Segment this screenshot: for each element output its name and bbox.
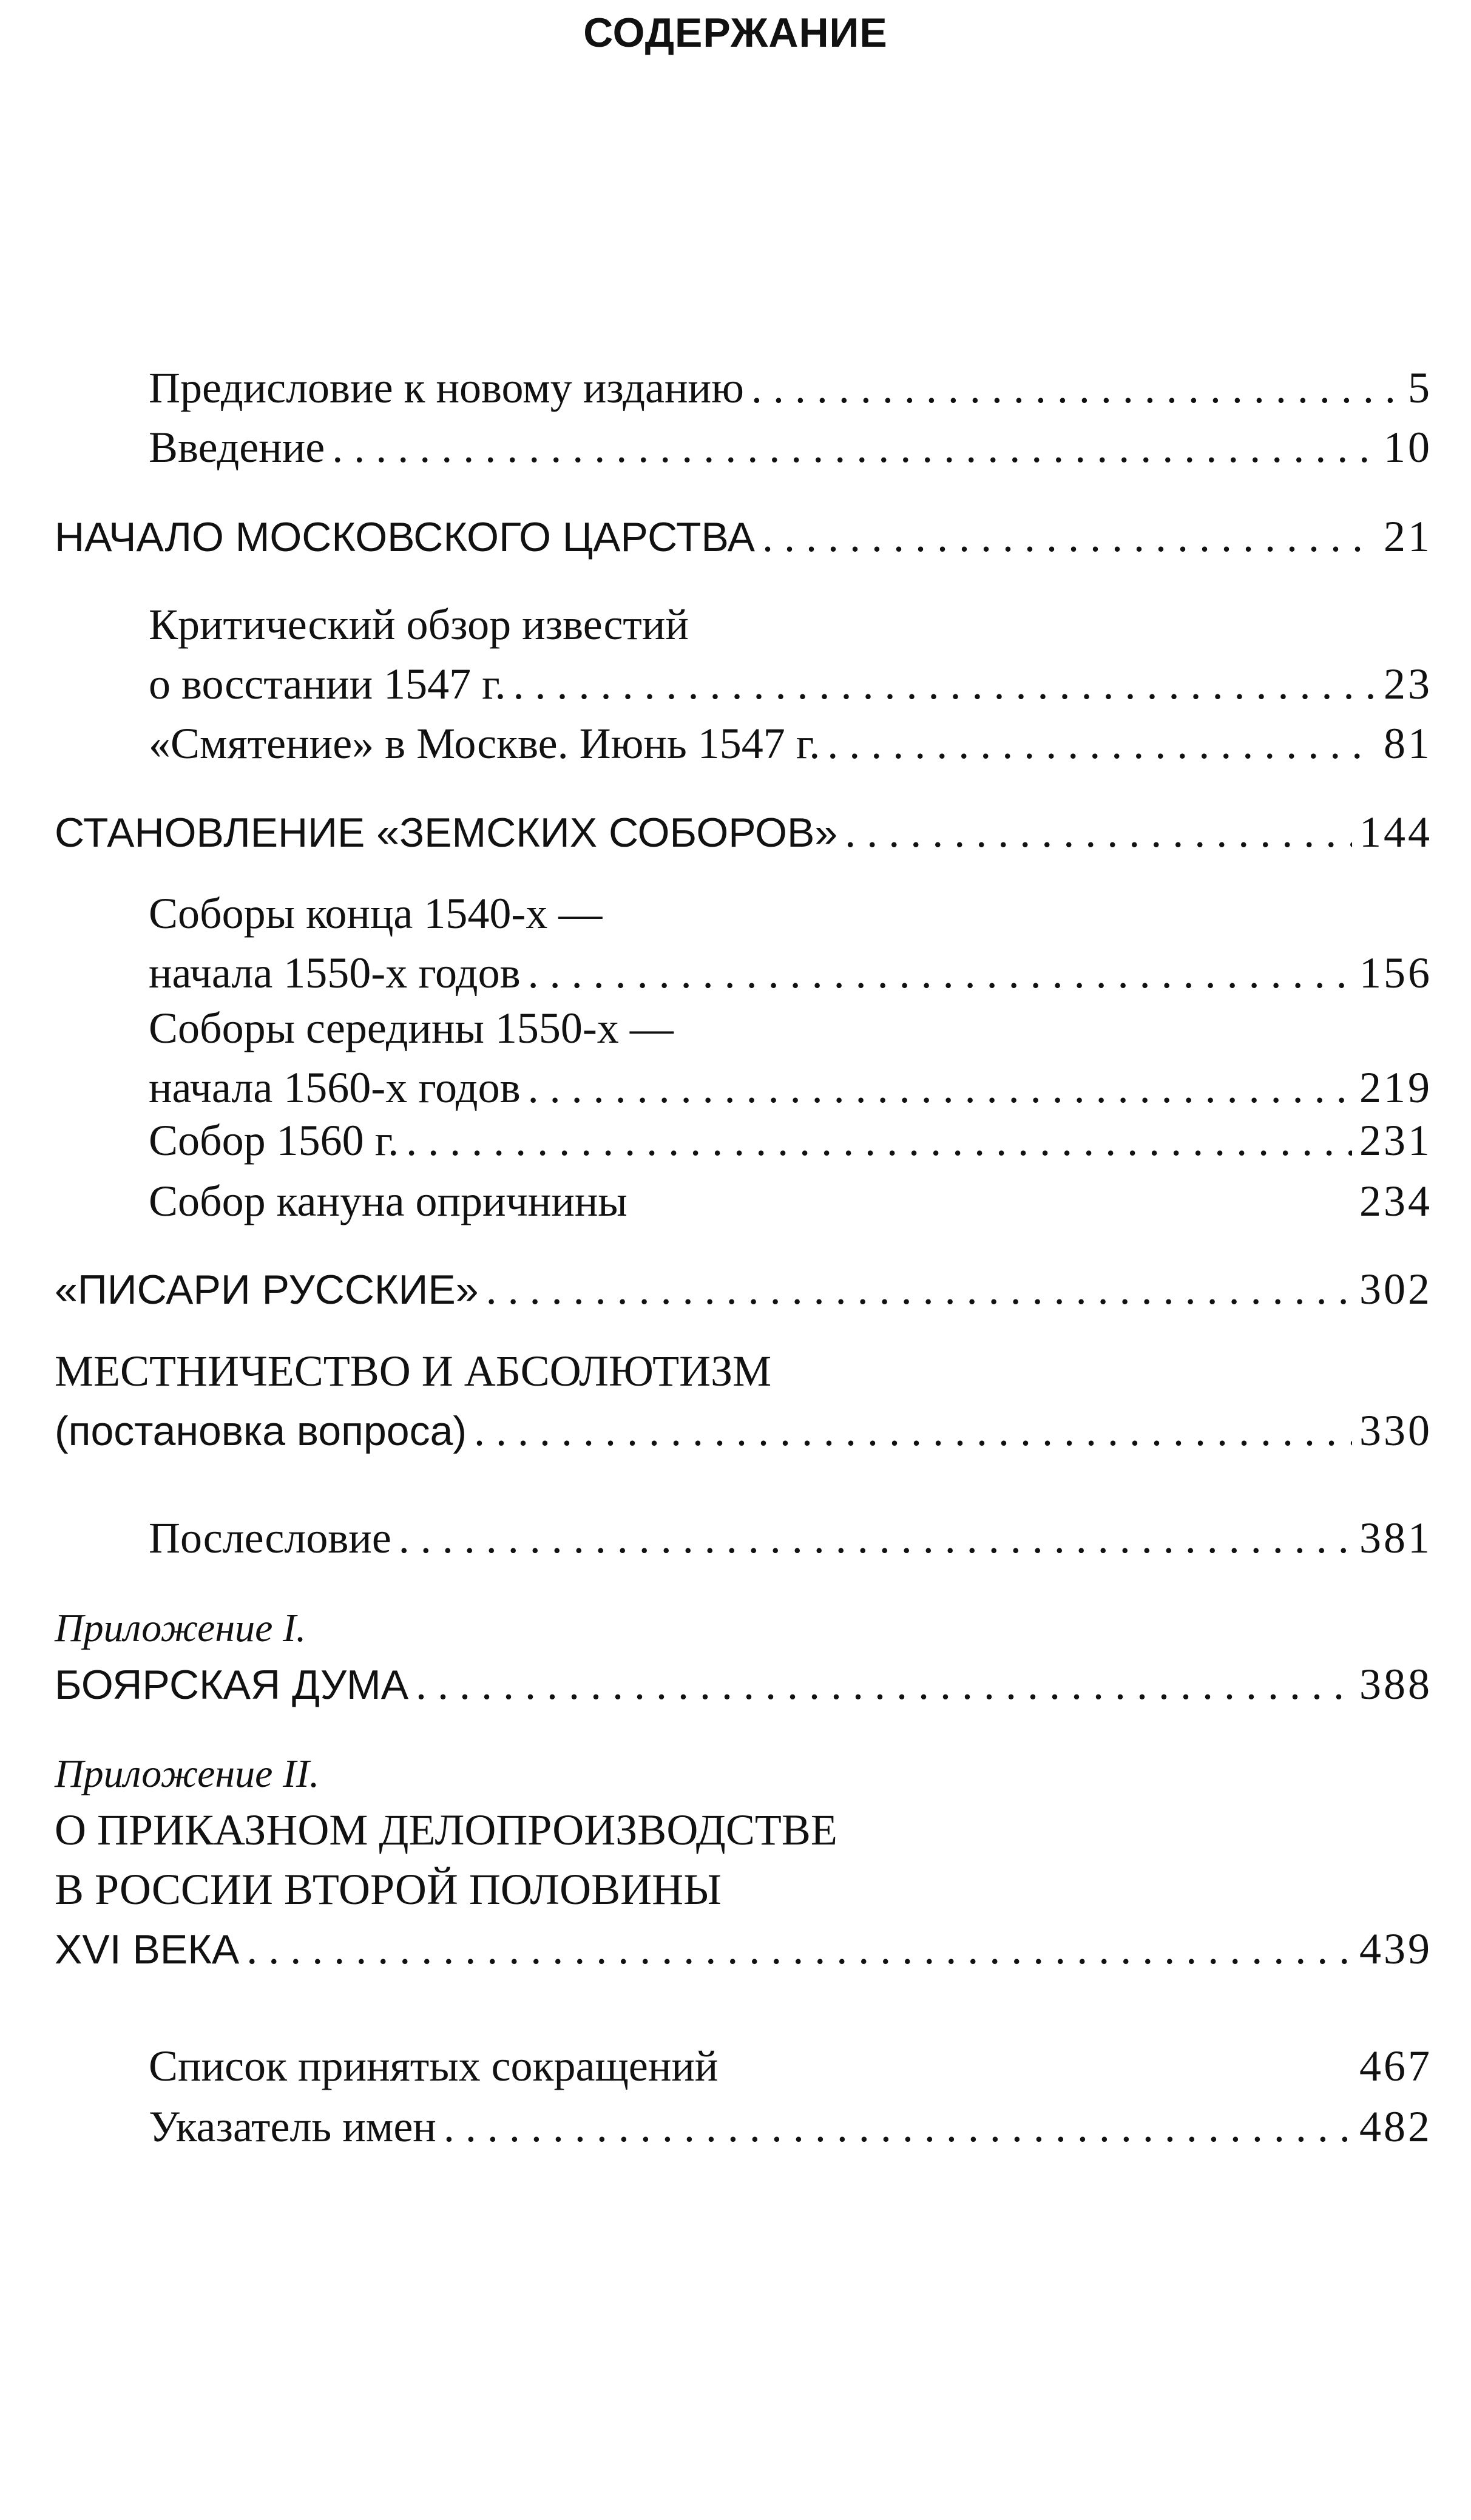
toc-entry-part1-ch1[interactable] (149, 595, 1432, 714)
toc-part-title-line: О ПРИКАЗНОМ ДЕЛОПРОИЗВОДСТВЕ (55, 1806, 837, 1854)
toc-part-title-line: В РОССИИ ВТОРОЙ ПОЛОВИНЫ (55, 1865, 722, 1914)
appendix-caption: Приложение I. (55, 1606, 306, 1650)
toc-entry-title-line: Критический обзор известий (149, 600, 689, 649)
toc-entry-name-index[interactable] (149, 2097, 1432, 2156)
leader-dots (845, 802, 1352, 862)
leader-dots (486, 1259, 1352, 1319)
toc-page-number: 234 (1359, 1177, 1432, 1225)
toc-entry-title: Введение (149, 423, 325, 472)
toc-page-number: 10 (1384, 423, 1432, 472)
toc-page-number: 23 (1384, 660, 1432, 708)
toc-part-2[interactable] (55, 802, 1432, 862)
toc-part-1[interactable] (55, 507, 1432, 567)
toc-part-title: СТАНОВЛЕНИЕ «ЗЕМСКИХ СОБОРОВ» (55, 810, 838, 856)
leader-dots (246, 1919, 1352, 1979)
toc-entry-title: начала 1550-х годов (149, 949, 521, 997)
appendix-caption: Приложение II. (55, 1752, 320, 1796)
toc-entry-title: о восстании 1547 г. (149, 660, 506, 708)
toc-page-number: 439 (1359, 1925, 1432, 1973)
toc-entry-part2-ch3[interactable] (149, 1111, 1432, 1170)
page-title: СОДЕРЖАНИЕ (583, 10, 888, 56)
toc-entry-title: начала 1560-х годов (149, 1063, 521, 1112)
toc-entry-afterword[interactable] (149, 1508, 1432, 1568)
toc-part-title: БОЯРСКАЯ ДУМА (55, 1662, 409, 1708)
toc-entry-foreword[interactable] (149, 358, 1432, 418)
leader-dots (406, 1111, 1352, 1170)
toc-page-number: 81 (1384, 719, 1432, 768)
toc-entry-title: Предисловие к новому изданию (149, 364, 744, 412)
toc-page-number: 388 (1359, 1660, 1432, 1709)
toc-part-title-line: МЕСТНИЧЕСТВО И АБСОЛЮТИЗМ (55, 1347, 772, 1395)
toc-entry-part1-ch2[interactable] (149, 714, 1432, 773)
toc-page-number: 219 (1359, 1063, 1432, 1112)
toc-page-number: 482 (1359, 2102, 1432, 2151)
leader-dots (827, 714, 1376, 773)
leader-dots (751, 358, 1401, 418)
leader-dots (416, 1655, 1352, 1714)
toc-page-number: 330 (1359, 1406, 1432, 1455)
leader-dots (513, 654, 1376, 714)
toc-part-3[interactable] (55, 1259, 1432, 1319)
toc-entry-part2-ch4[interactable] (149, 1171, 1432, 1231)
toc-page-number: 144 (1359, 808, 1432, 856)
toc-entry-part2-ch1[interactable] (149, 884, 1432, 1003)
toc-part-title: НАЧАЛО МОСКОВСКОГО ЦАРСТВА (55, 514, 755, 560)
toc-entry-title: Послесловие (149, 1514, 391, 1562)
toc-entry-title: Список принятых сокращений (149, 2042, 719, 2090)
toc-page-number: 467 (1359, 2042, 1432, 2090)
toc-page-number: 381 (1359, 1514, 1432, 1562)
toc-page-number: 231 (1359, 1116, 1432, 1165)
toc-appendix-1[interactable] (55, 1602, 1432, 1715)
leader-dots (444, 2097, 1352, 2156)
leader-dots (399, 1508, 1352, 1568)
leader-dots (474, 1401, 1352, 1460)
toc-part-title: «ПИСАРИ РУССКИЕ» (55, 1267, 479, 1313)
toc-appendix-2[interactable] (55, 1748, 1432, 1979)
toc-page-number: 21 (1384, 512, 1432, 561)
toc-entry-title: Указатель имен (149, 2102, 436, 2151)
toc-entry-title-line: Соборы середины 1550-х — (149, 1004, 674, 1052)
toc-entry-abbreviations[interactable] (149, 2036, 1432, 2096)
leader-dots (528, 1058, 1352, 1117)
leader-dots (332, 418, 1376, 477)
leader-dots (762, 507, 1376, 566)
toc-part-title: XVI ВЕКА (55, 1926, 240, 1973)
toc-entry-title: «Смятение» в Москве. Июнь 1547 г. (149, 719, 820, 768)
toc-page-number: 302 (1359, 1265, 1432, 1313)
toc-entry-introduction[interactable] (149, 418, 1432, 477)
toc-entry-title-line: Соборы конца 1540-х — (149, 889, 603, 938)
toc-part-4[interactable] (55, 1341, 1432, 1461)
toc-part-title: (постановка вопроса) (55, 1408, 467, 1454)
leader-dots (528, 943, 1352, 1003)
toc-page-number: 5 (1408, 364, 1432, 412)
toc-entry-part2-ch2[interactable] (149, 998, 1432, 1117)
toc-page-number: 156 (1359, 949, 1432, 997)
toc-entry-title: Собор 1560 г. (149, 1116, 399, 1165)
toc-entry-title: Собор кануна опричнины (149, 1177, 627, 1225)
